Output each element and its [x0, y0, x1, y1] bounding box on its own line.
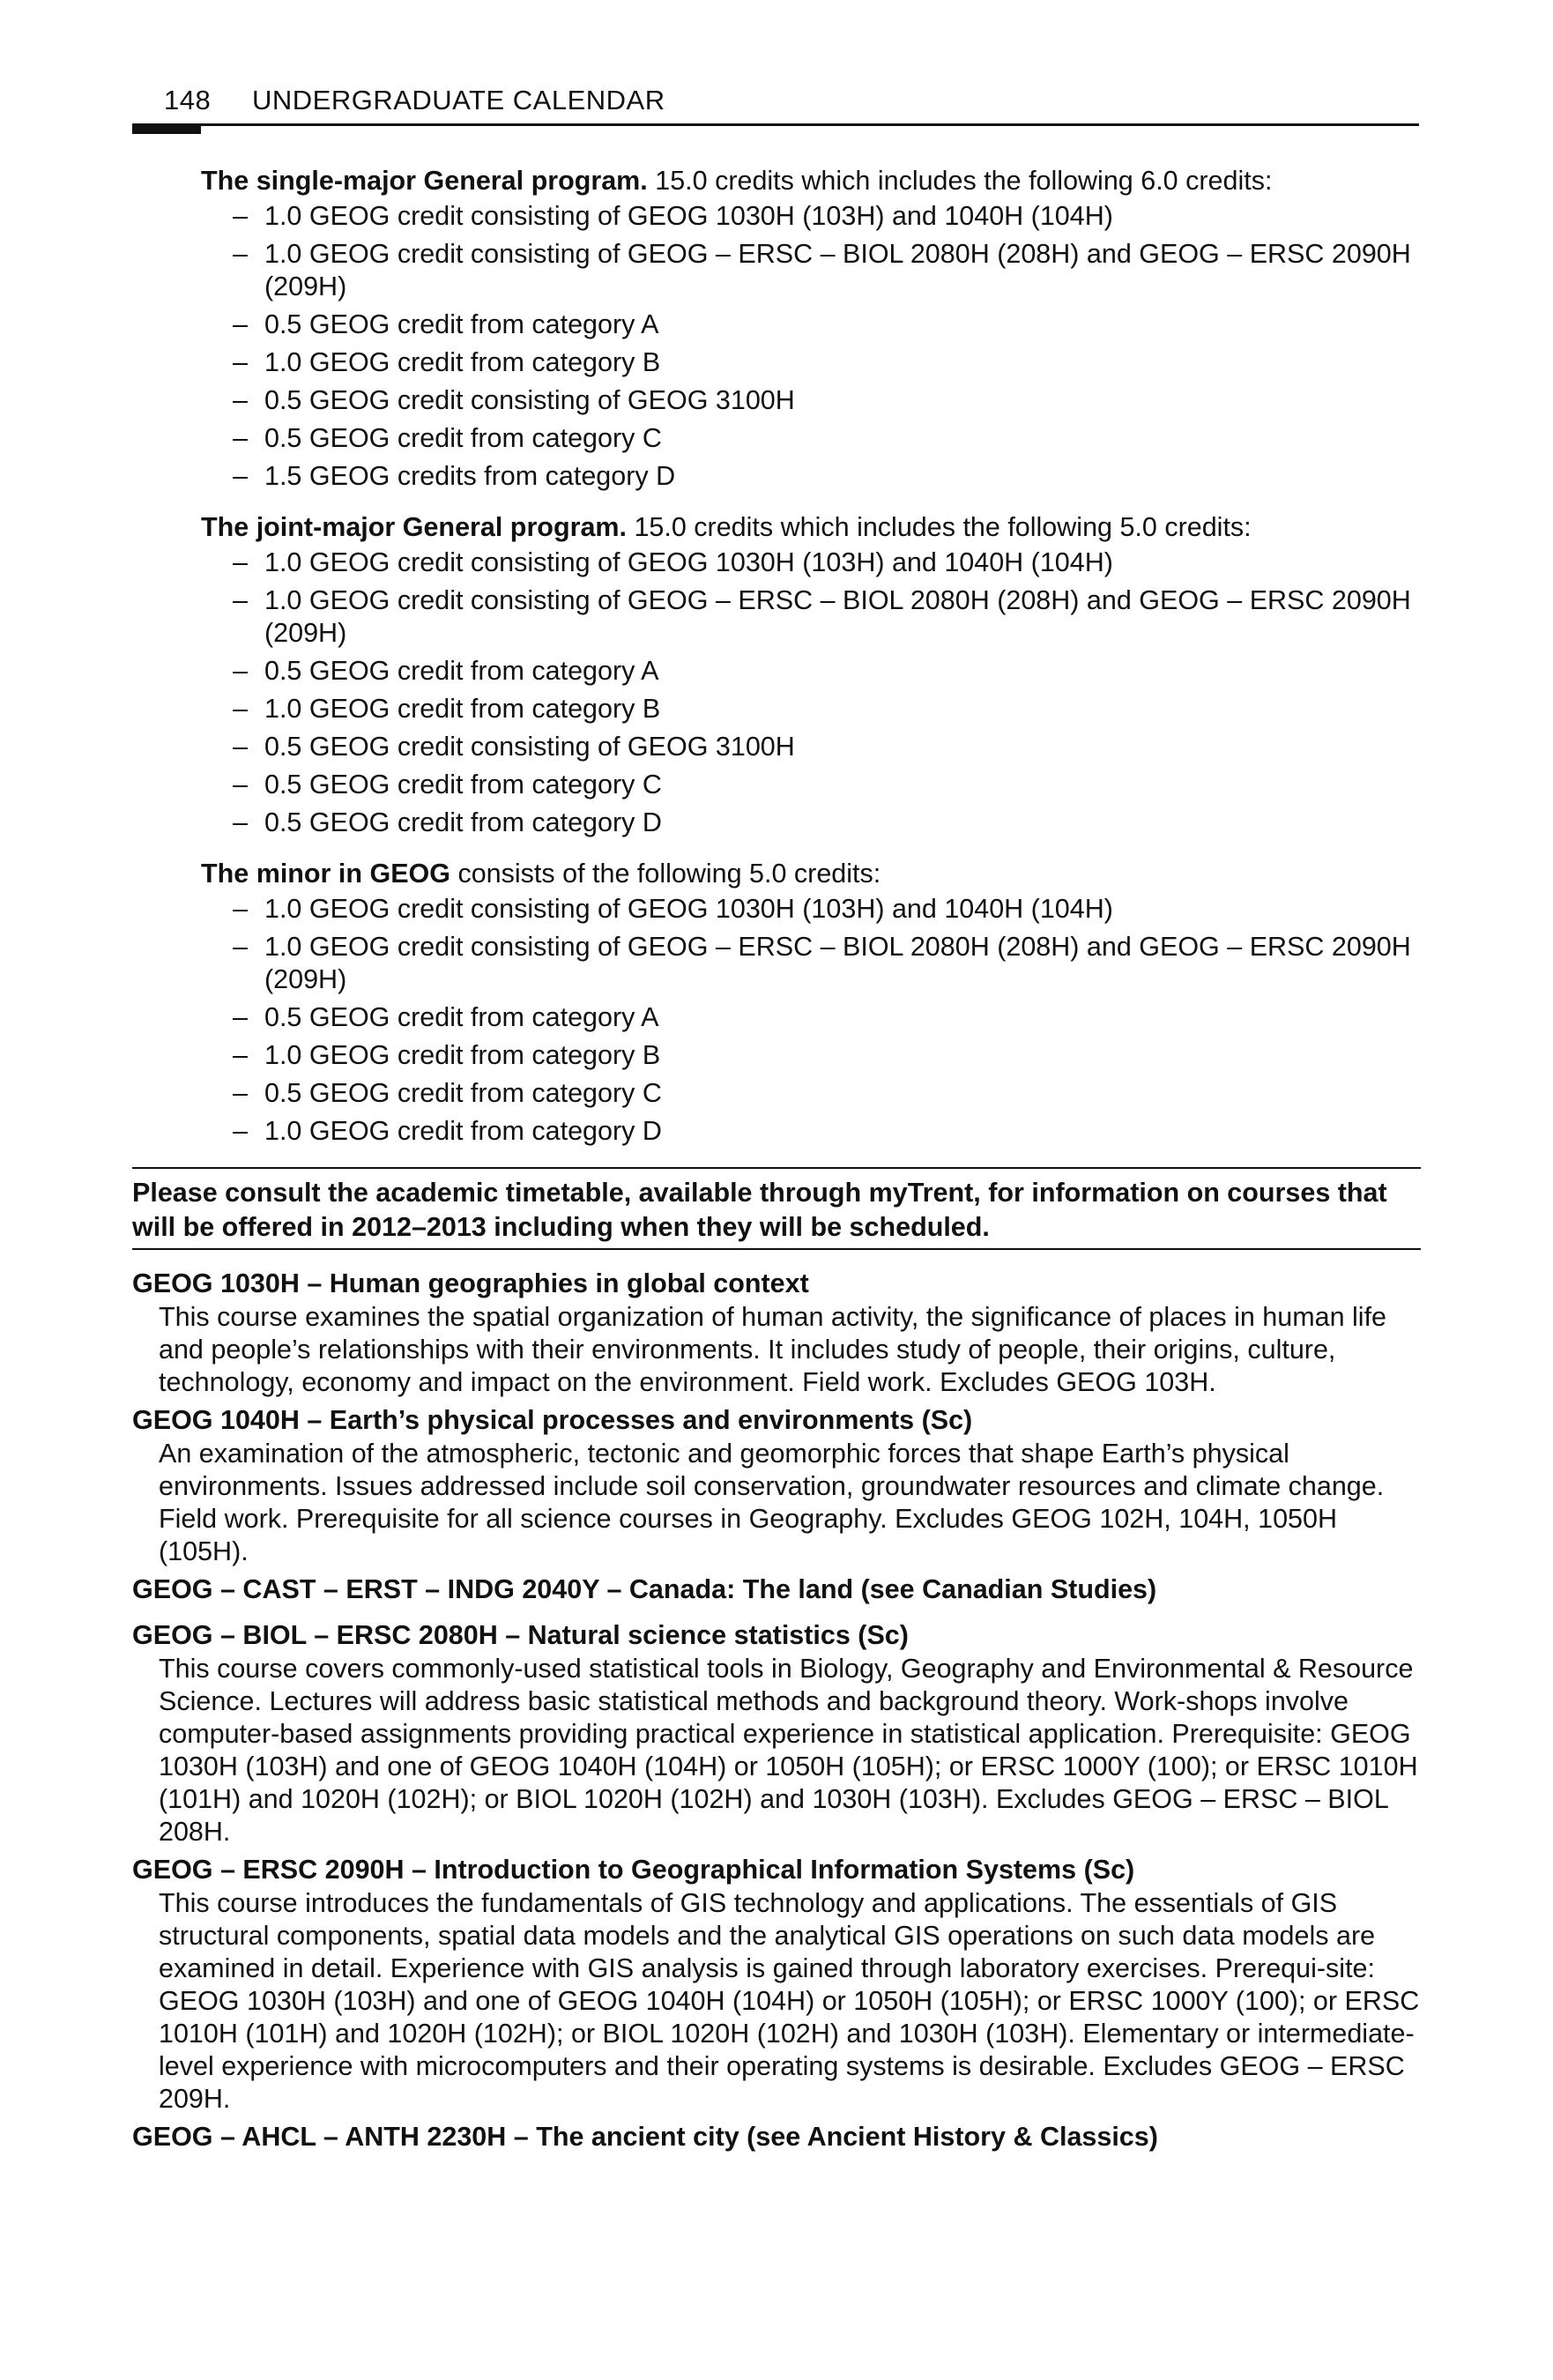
program-single-major [132, 162, 1421, 493]
dash-bullet: – [233, 770, 248, 800]
requirement-list [201, 893, 1421, 1148]
course-title: GEOG 1040H – Earth’s physical processes and environments (Sc) [132, 1405, 973, 1435]
course-description: This course examines the spatial organization of human activity, the significance of places in human life and people’s relationships with their environments. It includes study of people, their origins, culture, technology, economy and impact on the environment. Field work. Excludes GEOG 103H. [159, 1302, 1387, 1397]
dash-bullet: – [233, 1078, 248, 1108]
dash-bullet: – [233, 807, 248, 837]
list-item [201, 807, 1421, 839]
header-rule [132, 123, 1419, 126]
list-item-text: 0.5 GEOG credit from category A [264, 1002, 659, 1032]
list-item-text: 1.0 GEOG credit consisting of GEOG – ERSC – BIOL 2080H (208H) and GEOG – ERSC 2090H (209H) [264, 585, 1411, 648]
course-title: GEOG – ERSC 2090H – Introduction to Geographical Information Systems (Sc) [132, 1855, 1135, 1885]
program-title: The single-major General program. [201, 166, 648, 196]
list-item [201, 460, 1421, 493]
program-minor [132, 855, 1421, 1148]
list-item-text: 0.5 GEOG credit from category C [264, 1078, 662, 1108]
list-item-text: 1.5 GEOG credits from category D [264, 461, 676, 491]
program-joint-major [132, 509, 1421, 839]
dash-bullet: – [233, 385, 248, 415]
dash-bullet: – [233, 201, 248, 231]
dash-bullet: – [233, 732, 248, 762]
course-entry [132, 1572, 1421, 1607]
list-item [201, 693, 1421, 725]
program-intro-text: 15.0 credits which includes the following 6.0 credits: [647, 166, 1273, 196]
list-item-text: 1.0 GEOG credit consisting of GEOG 1030H (103H) and 1040H (104H) [264, 547, 1113, 577]
course-description: This course covers commonly-used statistical tools in Biology, Geography and Environmental & Resource Science. Lectures will address basic statistical methods and background theory. Work-shops involve computer-based assignments providing practical experience in statistical application. Prerequisite: GEOG 1030H (103H) and one of GEOG 1040H (104H) or 1050H (105H); or ERSC 1000Y (100); or ERSC 1010H (101H) and 1020H (102H); or BIOL 1020H (102H) and 1030H (103H). Excludes GEOG – ERSC – BIOL 208H. [159, 1654, 1418, 1847]
dash-bullet: – [233, 1002, 248, 1032]
running-head [132, 81, 1419, 120]
course-entry [132, 1266, 1421, 1399]
dash-bullet: – [233, 461, 248, 491]
course-description: An examination of the atmospheric, tectonic and geomorphic forces that shape Earth’s physical environments. Issues addressed include soil conservation, groundwater resources and climate change. Field work. Prerequisite for all science courses in Geography. Excludes GEOG 102H, 104H, 1050H (105H). [159, 1439, 1385, 1566]
dash-bullet: – [233, 347, 248, 377]
list-item-text: 0.5 GEOG credit consisting of GEOG 3100H [264, 732, 795, 762]
list-item [201, 584, 1421, 650]
list-item [201, 731, 1421, 763]
list-item-text: 1.0 GEOG credit from category D [264, 1116, 662, 1146]
dash-bullet: – [233, 585, 248, 615]
list-item [201, 893, 1421, 926]
dash-bullet: – [233, 239, 248, 269]
list-item-text: 0.5 GEOG credit from category D [264, 807, 662, 837]
program-intro [201, 855, 1421, 893]
timetable-notice: Please consult the academic timetable, available through myTrent, for information on courses that will be offered in 2012–2013 including when they will be scheduled. [132, 1167, 1421, 1250]
list-item-text: 1.0 GEOG credit from category B [264, 1040, 661, 1070]
list-item [201, 931, 1421, 996]
list-item [201, 422, 1421, 455]
list-item [201, 1039, 1421, 1072]
list-item-text: 0.5 GEOG credit from category A [264, 309, 659, 339]
list-item-text: 1.0 GEOG credit consisting of GEOG – ERSC – BIOL 2080H (208H) and GEOG – ERSC 2090H (209H) [264, 932, 1411, 994]
list-item [201, 1115, 1421, 1148]
list-item-text: 0.5 GEOG credit from category A [264, 656, 659, 686]
program-intro [201, 162, 1421, 200]
running-title: UNDERGRADUATE CALENDAR [252, 85, 665, 115]
course-entry [132, 2119, 1421, 2154]
requirement-list [201, 200, 1421, 493]
dash-bullet: – [233, 1116, 248, 1146]
program-title: The joint-major General program. [201, 512, 627, 542]
course-title: GEOG 1030H – Human geographies in global context [132, 1268, 809, 1298]
list-item-text: 0.5 GEOG credit from category C [264, 423, 662, 453]
dash-bullet: – [233, 694, 248, 724]
dash-bullet: – [233, 932, 248, 962]
list-item [201, 309, 1421, 341]
dash-bullet: – [233, 423, 248, 453]
list-item [201, 547, 1421, 579]
course-title: GEOG – CAST – ERST – INDG 2040Y – Canada: The land (see Canadian Studies) [132, 1574, 1157, 1604]
dash-bullet: – [233, 547, 248, 577]
program-intro-text: consists of the following 5.0 credits: [450, 859, 881, 889]
list-item-text: 1.0 GEOG credit consisting of GEOG 1030H (103H) and 1040H (104H) [264, 201, 1113, 231]
page-number: 148 [164, 85, 212, 115]
list-item [201, 346, 1421, 379]
page-content [132, 162, 1421, 2165]
page-header [132, 81, 1419, 126]
header-bar [132, 123, 201, 134]
list-item [201, 655, 1421, 688]
course-description: This course introduces the fundamentals of GIS technology and applications. The essentials of GIS structural components, spatial data models and the analytical GIS operations on such data models are examined in detail. Experience with GIS analysis is gained through laboratory exercises. Prerequi-site: GEOG 1030H (103H) and one of GEOG 1040H (104H) or 1050H (105H); or ERSC 1000Y (100); or ERSC 1010H (101H) and 1020H (102H); or BIOL 1020H (102H) and 1030H (103H). Elementary or intermediate-level experience with microcomputers and their operating systems is desirable. Excludes GEOG – ERSC 209H. [159, 1888, 1420, 2114]
dash-bullet: – [233, 309, 248, 339]
list-item [201, 238, 1421, 303]
list-item-text: 0.5 GEOG credit consisting of GEOG 3100H [264, 385, 795, 415]
dash-bullet: – [233, 656, 248, 686]
course-entry [132, 1852, 1421, 2116]
list-item-text: 1.0 GEOG credit consisting of GEOG – ERSC – BIOL 2080H (208H) and GEOG – ERSC 2090H (209H) [264, 239, 1411, 301]
program-title: The minor in GEOG [201, 859, 450, 889]
course-title: GEOG – AHCL – ANTH 2230H – The ancient city (see Ancient History & Classics) [132, 2122, 1158, 2152]
list-item [201, 1001, 1421, 1034]
dash-bullet: – [233, 1040, 248, 1070]
list-item-text: 1.0 GEOG credit from category B [264, 694, 661, 724]
list-item [201, 384, 1421, 417]
program-intro [201, 509, 1421, 547]
dash-bullet: – [233, 894, 248, 924]
course-entry [132, 1618, 1421, 1848]
course-list [132, 1266, 1421, 2154]
list-item [201, 1077, 1421, 1110]
list-item-text: 0.5 GEOG credit from category C [264, 770, 662, 800]
list-item-text: 1.0 GEOG credit consisting of GEOG 1030H (103H) and 1040H (104H) [264, 894, 1113, 924]
list-item [201, 769, 1421, 801]
requirement-list [201, 547, 1421, 839]
course-entry [132, 1402, 1421, 1568]
course-title: GEOG – BIOL – ERSC 2080H – Natural science statistics (Sc) [132, 1620, 909, 1650]
list-item [201, 200, 1421, 233]
list-item-text: 1.0 GEOG credit from category B [264, 347, 661, 377]
program-intro-text: 15.0 credits which includes the following 5.0 credits: [627, 512, 1252, 542]
